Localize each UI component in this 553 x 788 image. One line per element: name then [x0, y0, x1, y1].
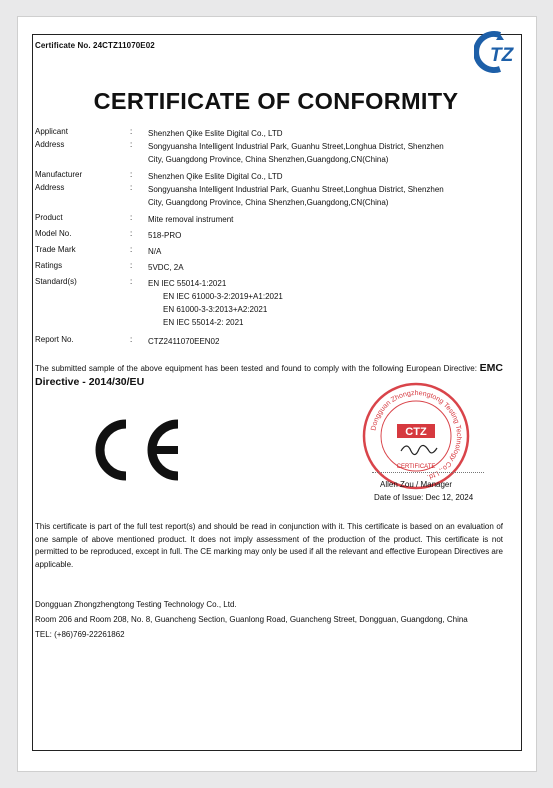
field-colon: : — [130, 229, 133, 238]
statement-text: The submitted sample of the above equipment has been tested and found to comply with the following European Directive: — [35, 364, 477, 373]
document-title: CERTIFICATE OF CONFORMITY — [93, 88, 459, 114]
field-value-line: Shenzhen Qike Eslite Digital Co., LTD — [148, 129, 283, 138]
field-value-line: 5VDC, 2A — [148, 263, 184, 272]
field-colon: : — [130, 277, 133, 286]
disclaimer: This certificate is part of the full test report(s) and should be read in conjunction with it. This certificate is based on an evaluation of one sample of above mentioned product. It does not imply assessment of the production of the product. This certificate is not permitted to be reproduced, except in full. The CE marking may only be used if all the relevant and effective European Directives are applicable. — [35, 522, 503, 569]
field-value-line: CTZ2411070EEN02 — [148, 337, 220, 346]
field-value-line: Songyuansha Intelligent Industrial Park, Guanhu Street,Longhua District, Shenzhen — [148, 185, 444, 194]
field-value-line: EN IEC 55014-1:2021 — [148, 279, 227, 288]
field-value-line: Shenzhen Qike Eslite Digital Co., LTD — [148, 172, 283, 181]
field-colon: : — [130, 213, 133, 222]
field-label: Product — [35, 213, 63, 222]
ctz-logo-icon — [474, 30, 522, 74]
issuer-address: Room 206 and Room 208, No. 8, Guancheng Section, Guanlong Road, Guancheng Street, Dongguan, Guangdong, China — [35, 615, 468, 624]
field-value — [148, 277, 498, 329]
field-value — [148, 213, 498, 226]
logo-text: TZ — [490, 45, 514, 66]
field-colon: : — [130, 335, 133, 344]
field-value-line: Mite removal instrument — [148, 215, 234, 224]
field-value-line: EN IEC 61000-3-2:2019+A1:2021 — [163, 292, 283, 301]
field-value — [148, 245, 498, 258]
field-label: Ratings — [35, 261, 63, 270]
field-value — [148, 229, 498, 242]
field-value-line: City, Guangdong Province, China Shenzhen,Guangdong,CN(China) — [148, 198, 389, 207]
field-value — [148, 170, 498, 183]
field-colon: : — [130, 261, 133, 270]
signature-line — [372, 472, 484, 473]
field-label: Trade Mark — [35, 245, 76, 254]
field-value-line: N/A — [148, 247, 162, 256]
field-value — [148, 127, 498, 140]
field-value — [148, 183, 498, 209]
field-value-line: EN IEC 55014-2: 2021 — [163, 318, 244, 327]
field-label: Manufacturer — [35, 170, 83, 179]
company-seal — [361, 381, 471, 491]
field-colon: : — [130, 140, 133, 149]
issue-date: Date of Issue: Dec 12, 2024 — [374, 493, 474, 502]
field-colon: : — [130, 245, 133, 254]
field-label: Applicant — [35, 127, 68, 136]
field-label: Address — [35, 183, 65, 192]
field-label: Address — [35, 140, 65, 149]
field-value-line: EN 61000-3-3:2013+A2:2021 — [163, 305, 268, 314]
field-value-line: Songyuansha Intelligent Industrial Park, Guanhu Street,Longhua District, Shenzhen — [148, 142, 444, 151]
ce-mark-icon — [86, 418, 186, 482]
issuer-footer — [35, 597, 503, 642]
seal-ring-text: Dongguan Zhongzhengtong Testing Technology Co., Ltd. — [370, 389, 463, 481]
directive-name: EMC Directive - 2014/30/EU — [35, 362, 503, 388]
field-label: Standard(s) — [35, 277, 77, 286]
seal-bottom-text: CERTIFICATE — [396, 464, 436, 470]
field-value — [148, 335, 498, 348]
issuer-phone: TEL: (+86)769-22261862 — [35, 630, 125, 639]
field-value — [148, 261, 498, 274]
field-label: Report No. — [35, 335, 74, 344]
field-value — [148, 140, 498, 166]
issuer-company: Dongguan Zhongzhengtong Testing Technology Co., Ltd. — [35, 600, 237, 609]
field-colon: : — [130, 183, 133, 192]
field-colon: : — [130, 127, 133, 136]
seal-center-text: CTZ — [405, 426, 427, 438]
signer-name: Allen Zou / Manager — [380, 480, 453, 489]
field-value-line: 518-PRO — [148, 231, 182, 240]
field-label: Model No. — [35, 229, 72, 238]
field-value-line: City, Guangdong Province, China Shenzhen,Guangdong,CN(China) — [148, 155, 389, 164]
certificate-number: Certificate No. 24CTZ11070E02 — [35, 41, 155, 50]
field-colon: : — [130, 170, 133, 179]
